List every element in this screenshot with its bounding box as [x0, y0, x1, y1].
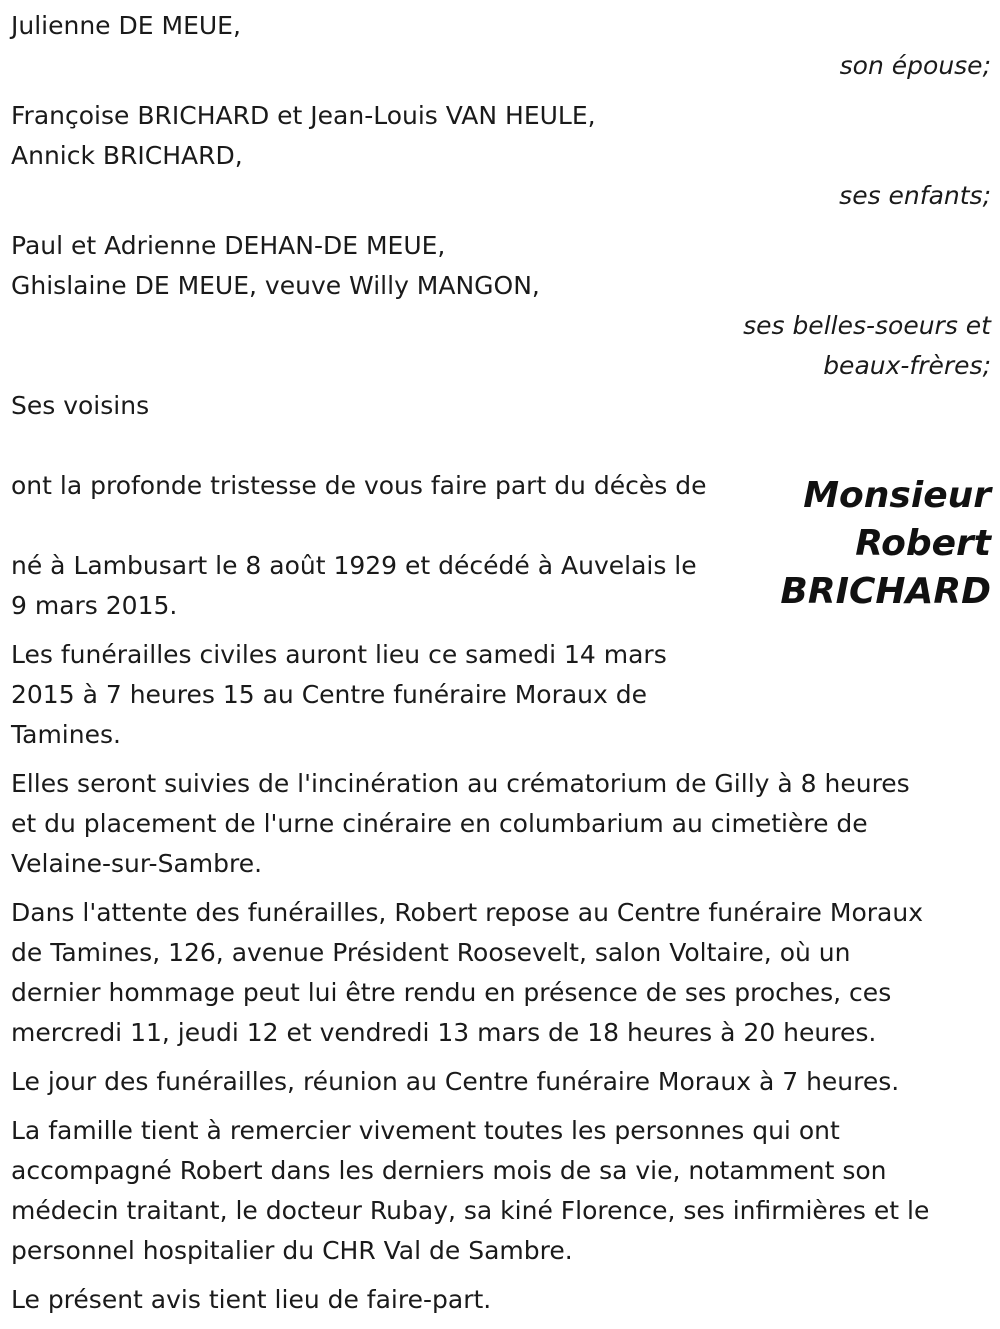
- spouse-name: Julienne DE MEUE,: [11, 11, 241, 40]
- deceased-last-name: BRICHARD: [780, 571, 991, 612]
- thanks-paragraph: La famille tient à remercier vivement toutes les personnes qui ont accompagné Robert dans les derniers mois de sa vie, notamment son médecin traitant, le docteur Rubay, sa kiné Florence, ses infirmières et le personnel hospitalier du CHR Val de Sambre.: [11, 1116, 930, 1265]
- siblings-role: ses belles-soeurs et: [743, 311, 991, 340]
- funeral-paragraph: Les funérailles civiles auront lieu ce samedi 14 mars 2015 à 7 heures 15 au Centre funéraire Moraux de Tamines.: [11, 640, 667, 749]
- announcement-line: ont la profonde tristesse de vous faire part du décès de: [11, 471, 707, 500]
- siblings-role: beaux-frères;: [823, 351, 991, 380]
- neighbours-line: Ses voisins: [11, 391, 150, 420]
- meeting-paragraph: Le jour des funérailles, réunion au Centre funéraire Moraux à 7 heures.: [11, 1067, 900, 1096]
- sibling-name: Ghislaine DE MEUE, veuve Willy MANGON,: [11, 271, 540, 300]
- obituary-notice: [11, 6, 991, 1329]
- spouse-role: son épouse;: [839, 51, 991, 80]
- child-name: Françoise BRICHARD et Jean-Louis VAN HEULE,: [11, 101, 596, 130]
- birth-paragraph: né à Lambusart le 8 août 1929 et décédé à Auvelais le 9 mars 2015.: [11, 551, 697, 620]
- cremation-paragraph: Elles seront suivies de l'incinération au crématorium de Gilly à 8 heures et du placement de l'urne cinéraire en columbarium au cimetière de Velaine-sur-Sambre.: [11, 769, 910, 878]
- sibling-name: Paul et Adrienne DEHAN-DE MEUE,: [11, 231, 446, 260]
- child-name: Annick BRICHARD,: [11, 141, 243, 170]
- deceased-title: Monsieur: [803, 475, 991, 516]
- deceased-name: [780, 472, 991, 616]
- children-role: ses enfants;: [839, 181, 991, 210]
- deceased-first-name: Robert: [855, 523, 991, 564]
- closing-paragraph: Le présent avis tient lieu de faire-part.: [11, 1285, 492, 1314]
- viewing-paragraph: Dans l'attente des funérailles, Robert repose au Centre funéraire Moraux de Tamines, 126, avenue Président Roosevelt, salon Voltaire, où un dernier hommage peut lui être rendu en présence de ses proches, ces mercredi 11, jeudi 12 et vendredi 13 mars de 18 heures à 20 heures.: [11, 898, 923, 1047]
